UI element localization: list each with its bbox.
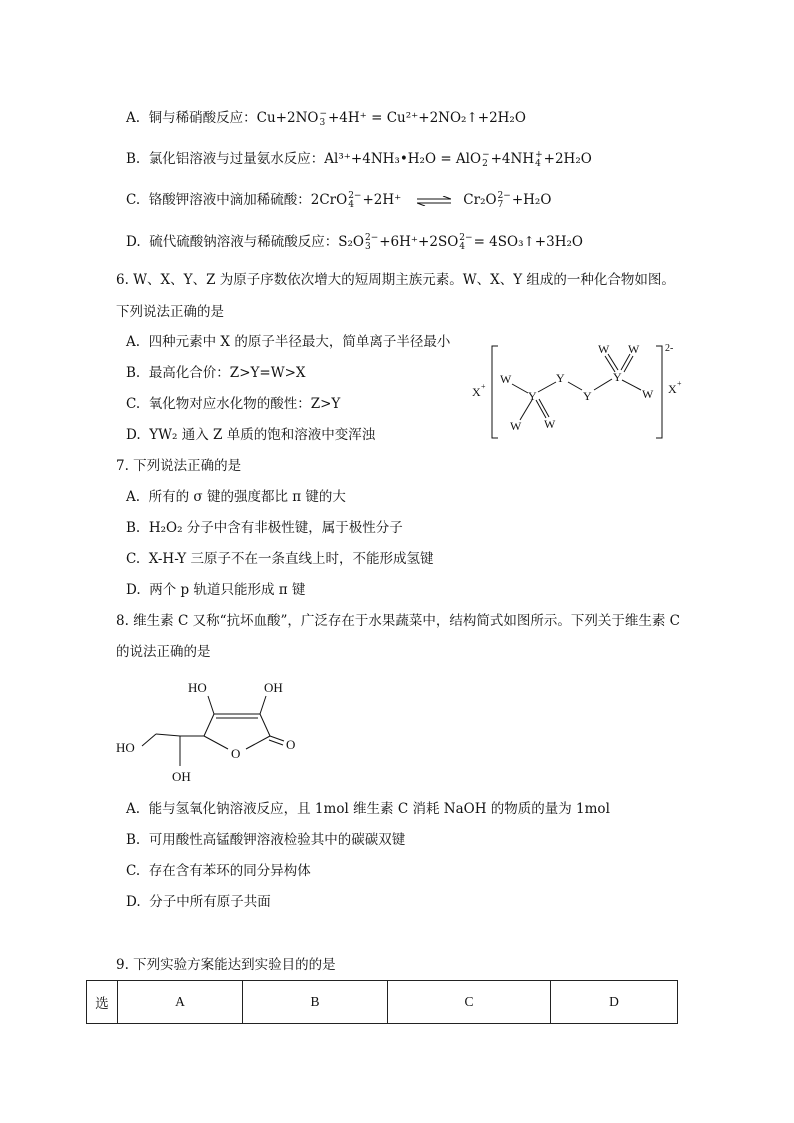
atom-y: Y — [528, 389, 537, 403]
q6-stem-line2: 下列说法正确的是 — [116, 304, 224, 320]
ring-oxygen-label: O — [231, 746, 241, 761]
ion-script — [482, 151, 490, 169]
q8-option-a — [126, 799, 610, 819]
atom-y: Y — [556, 371, 565, 385]
atom-w: W — [544, 417, 556, 431]
q5-option-c — [126, 190, 551, 210]
ion-charge: 2− — [348, 190, 362, 201]
option-text: 铜与稀硝酸反应：Cu+2NO — [148, 110, 319, 126]
q6-option-b — [126, 363, 306, 383]
q9-options-table — [86, 980, 678, 1024]
table-header-cell: 选 — [87, 981, 118, 1024]
ion-script — [498, 192, 511, 210]
option-label: B. — [126, 832, 141, 848]
ion-subscript: 4 — [459, 241, 466, 252]
atom-w: W — [642, 387, 654, 401]
option-label: A. — [126, 110, 141, 126]
option-text: 所有的 σ 键的强度都比 π 键的大 — [148, 489, 346, 505]
option-label: A. — [126, 334, 141, 350]
cation-right-charge: + — [677, 379, 682, 388]
ion-charge: 2− — [497, 190, 511, 201]
option-text-cont: Cr₂O — [463, 192, 497, 208]
q6-option-d — [126, 425, 375, 445]
ion-charge: 2− — [364, 232, 379, 243]
q8-option-c — [126, 861, 311, 881]
table-header-cell: A — [118, 981, 243, 1024]
option-label: B. — [126, 151, 141, 167]
vitamin-c-structure — [110, 672, 310, 788]
option-text: 氧化物对应水化物的酸性：Z>Y — [148, 396, 341, 412]
atom-w: W — [500, 372, 512, 386]
q7-option-d — [126, 580, 305, 600]
option-text-cont: +4NH — [490, 151, 535, 167]
ion-charge: 2− — [459, 232, 473, 243]
q6-option-c — [126, 394, 340, 414]
option-label: D. — [126, 582, 141, 598]
ion-script — [319, 110, 327, 128]
atom-w: W — [628, 342, 640, 356]
ion-subscript: 2 — [482, 158, 488, 169]
q6-structure-diagram — [468, 338, 690, 444]
ion-subscript: 4 — [535, 158, 541, 169]
q7-option-c — [126, 549, 433, 569]
option-text: 分子中所有原子共面 — [149, 894, 271, 910]
hydroxyl-label: OH — [172, 769, 191, 784]
option-label: C. — [126, 192, 141, 208]
option-text: X-H-Y 三原子不在一条直线上时，不能形成氢键 — [148, 551, 434, 567]
atom-w: W — [598, 342, 610, 356]
option-text: YW₂ 通入 Z 单质的饱和溶液中变浑浊 — [149, 427, 376, 443]
q7-option-a — [126, 487, 346, 507]
option-label: B. — [126, 365, 141, 381]
ion-subscript: 3 — [364, 241, 371, 252]
option-text: 最高化合价：Z>Y=W>X — [148, 365, 306, 381]
option-text: H₂O₂ 分子中含有非极性键，属于极性分子 — [148, 520, 403, 536]
atom-y: Y — [583, 389, 592, 403]
option-text-cont: +2H⁺ — [362, 192, 402, 208]
ion-subscript: 7 — [497, 199, 504, 210]
option-text: 能与氢氧化钠溶液反应，且 1mol 维生素 C 消耗 NaOH 的物质的量为 1mol — [148, 801, 610, 817]
hydroxyl-label: HO — [188, 680, 207, 695]
option-label: C. — [126, 863, 141, 879]
q6-option-a — [126, 332, 450, 352]
q8-stem-line2: 的说法正确的是 — [116, 644, 211, 660]
option-text: 氯化铝溶液与过量氨水反应：Al³⁺+4NH₃•H₂O = AlO — [148, 151, 482, 167]
atom-w: W — [510, 419, 522, 433]
option-text-cont: +H₂O — [511, 192, 552, 208]
q8-option-d — [126, 892, 271, 912]
ion-script — [535, 151, 543, 169]
option-text-cont: +4H⁺ = Cu²⁺+2NO₂↑+2H₂O — [328, 110, 526, 126]
ion-script — [348, 192, 361, 210]
q5-option-d — [126, 232, 583, 252]
carbonyl-oxygen-label: O — [286, 737, 296, 752]
equilibrium-arrow-icon — [417, 196, 451, 206]
q7-option-b — [126, 518, 403, 538]
ion-script — [365, 234, 378, 252]
option-label: A. — [126, 489, 141, 505]
ion-script — [459, 234, 472, 252]
option-label: B. — [126, 520, 141, 536]
ion-subscript: 3 — [319, 117, 326, 128]
option-text: 两个 p 轨道只能形成 π 键 — [149, 582, 306, 598]
cation-right: X — [668, 382, 677, 396]
q8-stem-line1: 8. 维生素 C 又称“抗坏血酸”，广泛存在于水果蔬菜中，结构简式如图所示。下列关于维生素 C — [116, 613, 681, 629]
cation-left: X — [472, 385, 481, 399]
option-text-cont: +2H₂O — [543, 151, 592, 167]
q9-stem: 9. 下列实验方案能达到实验目的的是 — [116, 957, 336, 973]
q5-option-b — [126, 149, 592, 169]
ion-subscript: 4 — [348, 199, 354, 210]
q6-stem-line1: 6. W、X、Y、Z 为原子序数依次增大的短周期主族元素。W、X、Y 组成的一种化合物如图。 — [116, 272, 675, 288]
option-text: 存在含有苯环的同分异构体 — [148, 863, 311, 879]
hydroxyl-label: OH — [264, 680, 283, 695]
ion-charge: − — [319, 108, 327, 119]
option-text: 可用酸性高锰酸钾溶液检验其中的碳碳双键 — [148, 832, 406, 848]
option-label: D. — [126, 427, 141, 443]
q7-stem: 7. 下列说法正确的是 — [116, 458, 242, 474]
q5-option-a — [126, 108, 526, 128]
q8-option-b — [126, 830, 405, 850]
option-text: 四种元素中 X 的原子半径最大，简单离子半径最小 — [148, 334, 451, 350]
option-text: 铬酸钾溶液中滴加稀硫酸：2CrO — [148, 192, 348, 208]
table-header-cell: C — [388, 981, 551, 1024]
table-row — [87, 981, 678, 1024]
option-label: C. — [126, 396, 141, 412]
ion-charge: − — [482, 149, 490, 160]
hydroxyl-label: HO — [116, 740, 135, 755]
option-label: C. — [126, 551, 141, 567]
atom-y: Y — [613, 370, 622, 384]
table-header-cell: B — [243, 981, 388, 1024]
option-text: 硫代硫酸钠溶液与稀硫酸反应：S₂O — [149, 234, 364, 250]
option-label: A. — [126, 801, 141, 817]
cation-left-charge: + — [481, 382, 486, 391]
ion-charge: + — [535, 149, 543, 160]
option-label: D. — [126, 234, 141, 250]
option-label: D. — [126, 894, 141, 910]
option-text-cont: = 4SO₃↑+3H₂O — [473, 234, 583, 250]
table-header-cell: D — [551, 981, 678, 1024]
option-text-cont: +6H⁺+2SO — [379, 234, 459, 250]
anion-charge: 2- — [665, 343, 674, 354]
